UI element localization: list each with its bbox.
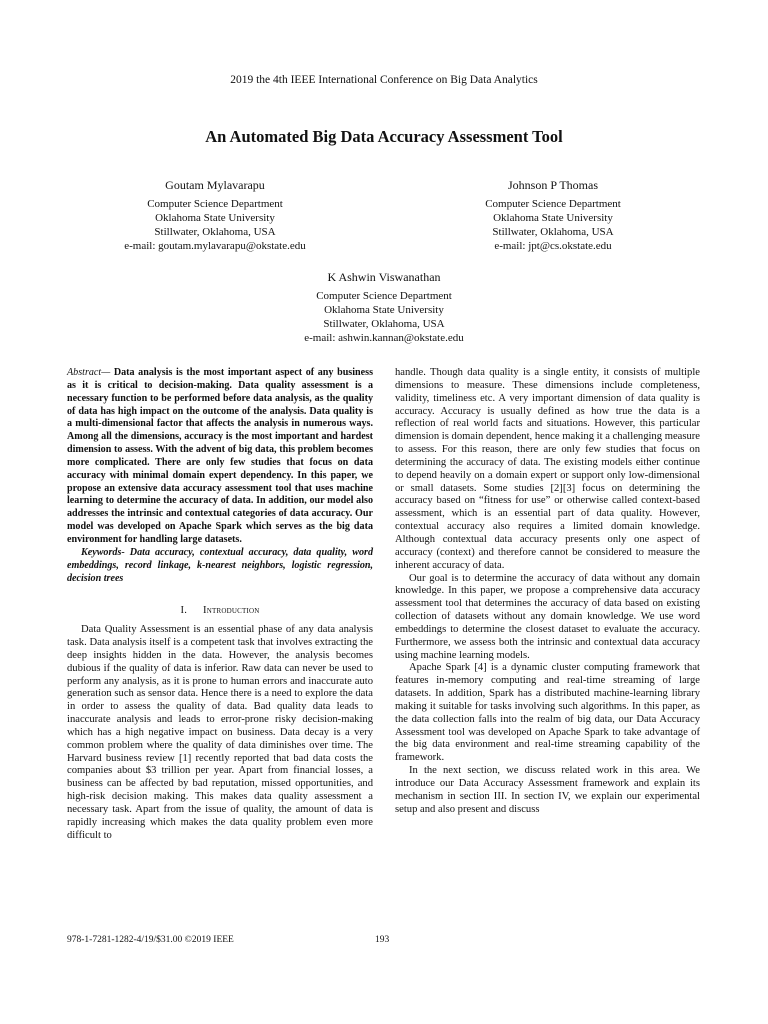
author-department: Computer Science Department [316, 290, 452, 302]
section-title: Introduction [203, 605, 260, 617]
author-block-1 [84, 178, 346, 253]
author-location: Stillwater, Oklahoma, USA [154, 226, 276, 238]
right-column [395, 367, 700, 817]
body-paragraph: In the next section, we discuss related work in this area. We introduce our Data Accuracy Assessment framework and explain its mechanism in section III. In section IV, we explain our experimental setup and also present and discuss [395, 765, 700, 815]
body-paragraph: Apache Spark [4] is a dynamic cluster computing framework that features in-memory computing and real-time streaming of large datasets. In addition, Spark has a distributed machine-learning library making it suitable for tasks involving such algorithms. In this paper, as the data collection falls into the realm of big data, our Data Accuracy Assessment tool was developed on Apache Spark to take advantage of the big data environment and real-time streaming capability of the framework. [395, 662, 700, 764]
author-block-2 [422, 178, 684, 253]
author-department: Computer Science Department [147, 198, 283, 210]
author-email: e-mail: jpt@cs.okstate.edu [494, 240, 612, 252]
author-university: Oklahoma State University [493, 212, 613, 224]
author-name: Goutam Mylavarapu [165, 178, 265, 192]
abstract-body: Data analysis is the most important aspect of any business as it is critical to decision-making. Data quality assessment is a necessary function to be performed before data analysis, as the quality of data has high impact on the outcome of the analysis. Data quality is a multi-dimensional factor that affects the analysis in numerous ways. Among all the dimensions, accuracy is the most important and hardest dimension to assess. With the advent of big data, this problem becomes more complicated. There are only few studies that focus on data accuracy with minimal domain expert dependency. In this paper, we propose an extensive data accuracy assessment tool that uses machine learning to determine the accuracy of data. In addition, our model also addresses the intrinsic and contextual categories of data accuracy. Our model was developed on Apache Spark which serves as the big data environment for handling large datasets. [67, 367, 373, 545]
paper-title: An Automated Big Data Accuracy Assessment Tool [205, 127, 563, 146]
author-university: Oklahoma State University [155, 212, 275, 224]
author-department: Computer Science Department [485, 198, 621, 210]
author-university: Oklahoma State University [324, 304, 444, 316]
author-email: e-mail: goutam.mylavarapu@okstate.edu [124, 240, 306, 252]
author-location: Stillwater, Oklahoma, USA [323, 318, 445, 330]
abstract [67, 367, 373, 547]
keywords: Keywords- Data accuracy, contextual accuracy, data quality, word embeddings, record linkage, k-nearest neighbors, logistic regression, decision trees [67, 546, 373, 584]
conference-name: 2019 the 4th IEEE International Conference on Big Data Analytics [230, 74, 538, 86]
left-column [67, 367, 373, 843]
footer-copyright: 978-1-7281-1282-4/19/$31.00 ©2019 IEEE [67, 935, 234, 945]
author-name: Johnson P Thomas [507, 178, 598, 192]
abstract-lead: Abstract— [67, 367, 111, 378]
page-number: 193 [375, 935, 390, 945]
section-number: I. [180, 605, 188, 617]
author-name: K Ashwin Viswanathan [327, 270, 441, 284]
author-location: Stillwater, Oklahoma, USA [492, 226, 614, 238]
section-heading [67, 605, 373, 618]
author-email: e-mail: ashwin.kannan@okstate.edu [304, 332, 464, 344]
author-block-3 [250, 270, 518, 345]
body-paragraph: handle. Though data quality is a single entity, it consists of multiple dimensions to measure. These dimensions include completeness, validity, timeliness etc. A very important dimension of data quality is accuracy. Accuracy is usually defined as how true the data is a reflection of real world facts and situations. However, this particular dimension is domain dependent, hence making it a challenging measure to assess. For this reason, there are only few studies that focus on determining the accuracy of data. The existing models either continue to depend heavily on a domain expert or support only low-dimensional or small datasets. Some studies [2][3] focus on determining the accuracy based on “fitness for use” or otherwise called context-based assessment, which is an essential part of data quality. However, contextual accuracy also requires a limited domain knowledge. Although contextual data accuracy presents only one aspect of accuracy (context) and therefore cannot be considered to measure the inherent accuracy of data. [395, 367, 700, 571]
intro-paragraph: Data Quality Assessment is an essential phase of any data analysis task. Data analysis itself is a competent task that involves extracting the deep insights hidden in the data. However, the analysis becomes dubious if the quality of data is inferior. Raw data can never be used to perform any analysis, as it is prone to human errors and inaccurate auto generation such as sensor data. Hence there is a need to explore the data in order to assess the quality of data. Bad quality data leads to inaccurate analysis and leads to error-prone risky decision-making which has a high negative impact on business. Data decay is a very common problem where the quality of data diminishes over time. The Harvard business review [1] recently reported that bad data costs the companies about $3 trillion per year. Apart from financial losses, a business can be affected by bad reputation, missed opportunities, and high-risk decision making. This makes data quality assessment a necessary task. Apart from the issue of quality, the amount of data is rapidly increasing which makes the data quality problem even more difficult to [67, 624, 373, 841]
body-paragraph: Our goal is to determine the accuracy of data without any domain knowledge. In this paper, we propose a comprehensive data accuracy assessment tool that determines the accuracy of data based on existing collection of datasets without any domain knowledge. We use word embeddings to determine the closest dataset to evaluate the accuracy. Furthermore, we assess both the intrinsic and contextual data accuracy using machine learning models. [395, 572, 700, 661]
